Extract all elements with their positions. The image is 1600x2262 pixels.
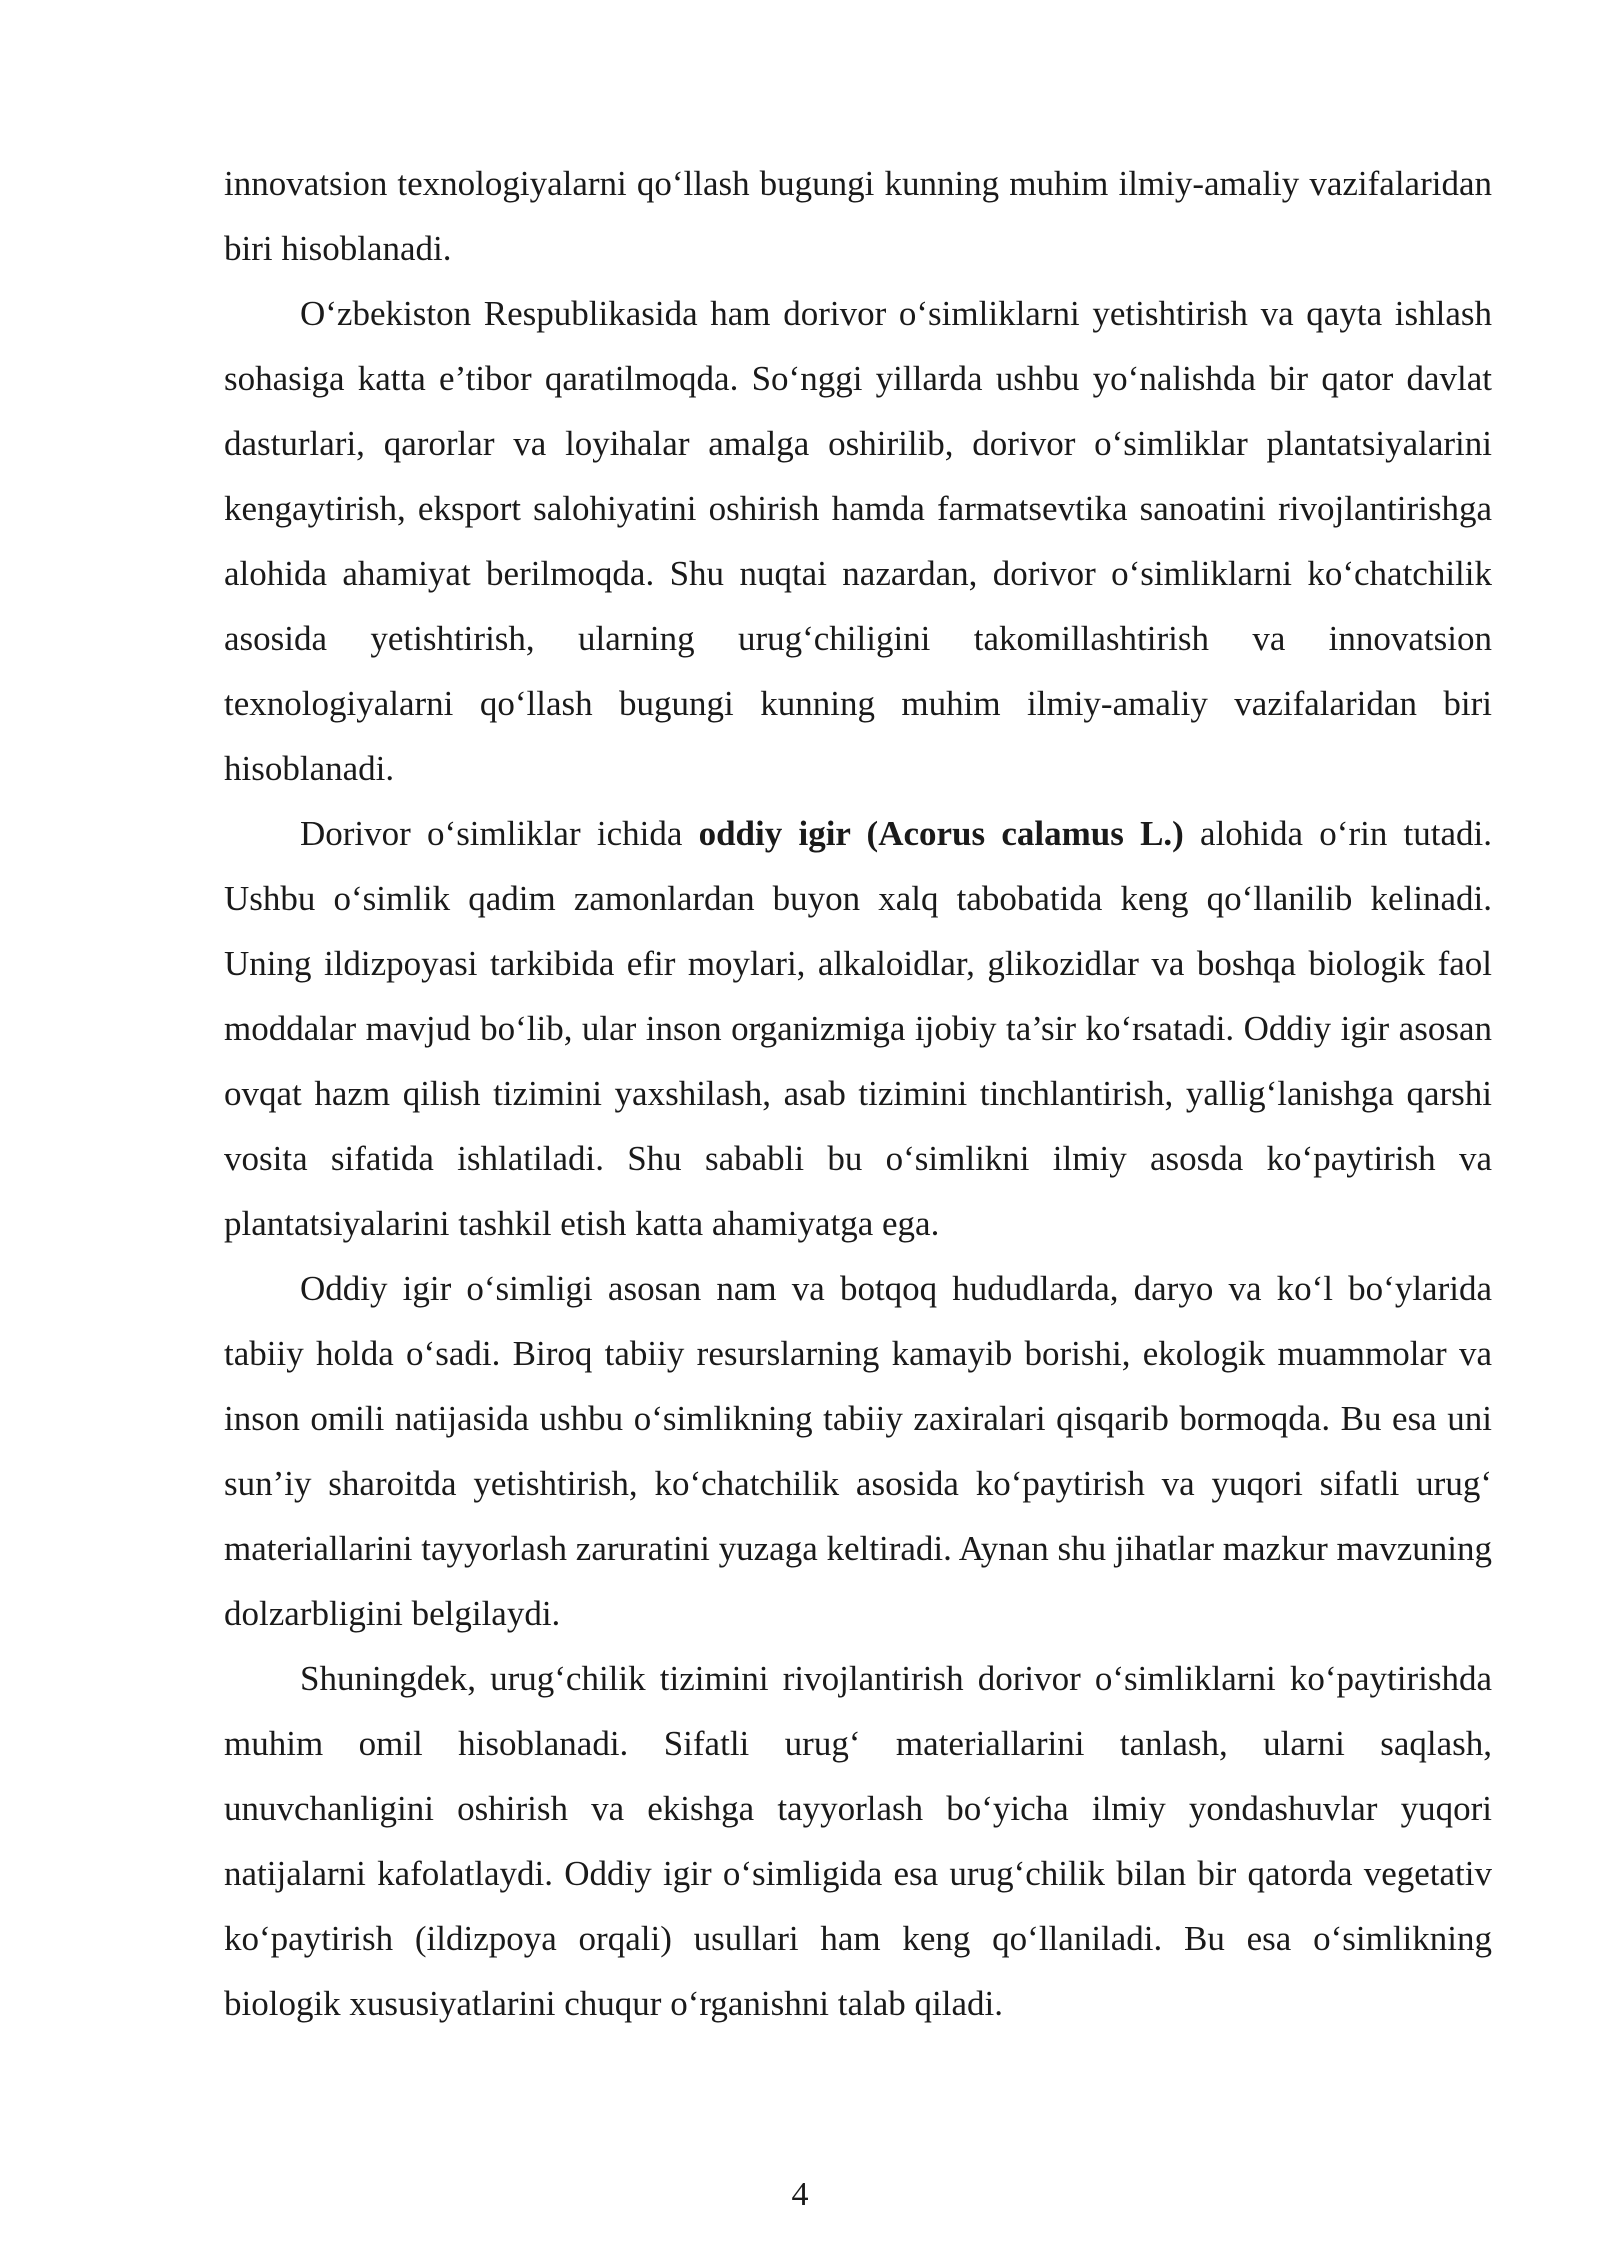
document-body [224,151,1492,2036]
paragraph-acorus-intro-lead: Dorivor o‘simliklar ichida [300,814,699,853]
paragraph-continuation: innovatsion texnologiyalarni qo‘llash bugungi kunning muhim ilmiy-amaliy vazifalaridan biri hisoblanadi. [224,164,1492,268]
paragraph-habitat: Oddiy igir o‘simligi asosan nam va botqoq hududlarda, daryo va ko‘l bo‘ylarida tabiiy holda o‘sadi. Biroq tabiiy resurslarning kamayib borishi, ekologik muammolar va inson omili natijasida ushbu o‘simlikning tabiiy zaxiralari qisqarib bormoqda. Bu esa uni sun’iy sharoitda yetishtirish, ko‘chatchilik asosida ko‘paytirish va yuqori sifatli urug‘ materiallarini tayyorlash zaruratini yuzaga keltiradi. Aynan shu jihatlar mazkur mavzuning dolzarbligini belgilaydi. [224,1269,1492,1633]
paragraph-acorus-intro [224,801,1492,1256]
species-name-bold: oddiy igir (Acorus calamus L.) [698,814,1184,853]
page-number: 4 [791,2176,809,2213]
paragraph-acorus-intro-rest: alohida o‘rin tutadi. Ushbu o‘simlik qadim zamonlardan buyon xalq tabobatida keng qo‘llanilib kelinadi. Uning ildizpoyasi tarkibida efir moylari, alkaloidlar, glikozidlar va boshqa biologik faol moddalar mavjud bo‘lib, ular inson organizmiga ijobiy ta’sir ko‘rsatadi. Oddiy igir asosan ovqat hazm qilish tizimini yaxshilash, asab tizimini tinchlantirish, yallig‘lanishga qarshi vosita sifatida ishlatiladi. Shu sababli bu o‘simlikni ilmiy asosda ko‘paytirish va plantatsiyalarini tashkil etish katta ahamiyatga ega. [224,814,1493,1243]
paragraph-seed-production: Shuningdek, urug‘chilik tizimini rivojlantirish dorivor o‘simliklarni ko‘paytirishda muhim omil hisoblanadi. Sifatli urug‘ materiallarini tanlash, ularni saqlash, unuvchanligini oshirish va ekishga tayyorlash bo‘yicha ilmiy yondashuvlar yuqori natijalarni kafolatlaydi. Oddiy igir o‘simligida esa urug‘chilik bilan bir qatorda vegetativ ko‘paytirish (ildizpoya orqali) usullari ham keng qo‘llaniladi. Bu esa o‘simlikning biologik xususiyatlarini chuqur o‘rganishni talab qiladi. [224,1659,1492,2023]
paragraph-uzbekistan-policy: O‘zbekiston Respublikasida ham dorivor o‘simliklarni yetishtirish va qayta ishlash sohasiga katta e’tibor qaratilmoqda. So‘nggi yillarda ushbu yo‘nalishda bir qator davlat dasturlari, qarorlar va loyihalar amalga oshirilib, dorivor o‘simliklar plantatsiyalarini kengaytirish, eksport salohiyatini oshirish hamda farmatsevtika sanoatini rivojlantirishga alohida ahamiyat berilmoqda. Shu nuqtai nazardan, dorivor o‘simliklarni ko‘chatchilik asosida yetishtirish, ularning urug‘chiligini takomillashtirish va innovatsion texnologiyalarni qo‘llash bugungi kunning muhim ilmiy-amaliy vazifalaridan biri hisoblanadi. [224,294,1492,788]
